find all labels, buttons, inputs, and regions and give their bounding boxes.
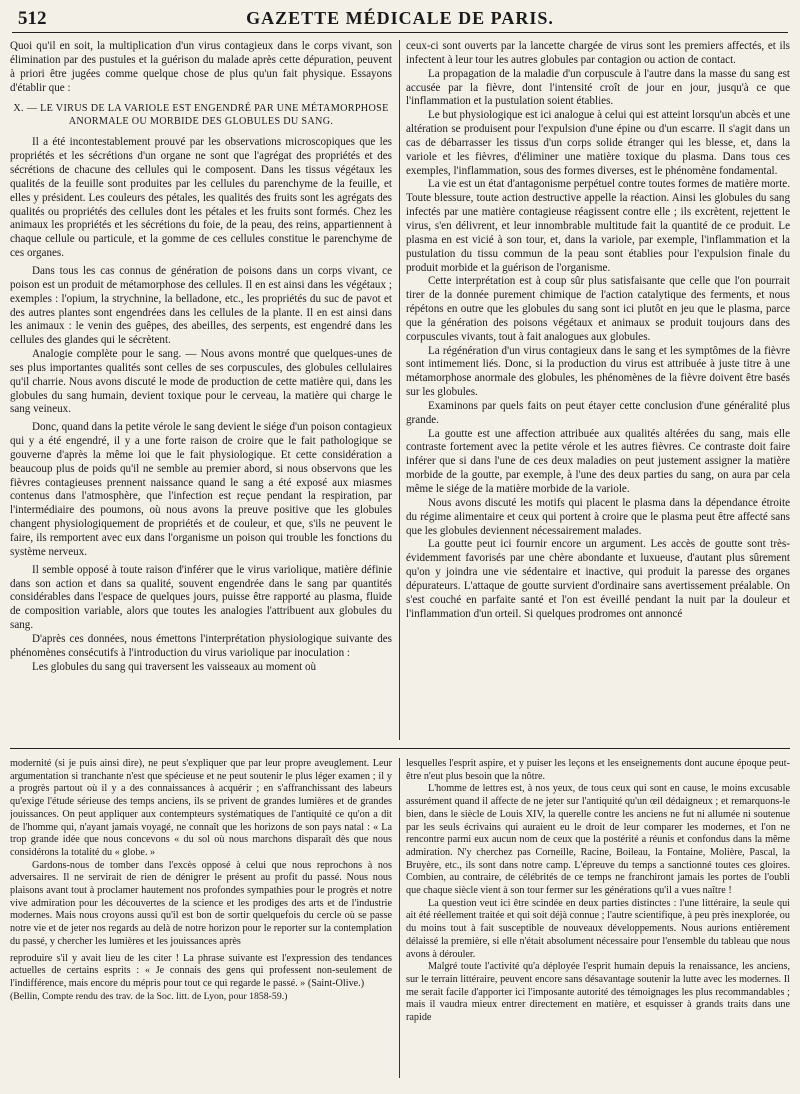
paragraph: Analogie complète pour le sang. — Nous avons montré que quelques-unes de ses plus importantes qualités sont celles de ses corpuscules, des globules cellulaires qu'il charrie. Nous avons discuté le mode de production de cette matière qui, dans les globules du sang humain, devient toxique pour le cerveau, la matière qui charge le sang veineux. — [10, 348, 392, 416]
paragraph: lesquelles l'esprit aspire, et y puiser les leçons et les enseignements dont aucune époque peut-être n'eut plus besoin que la nôtre. — [406, 758, 790, 782]
paragraph: La goutte est une affection attribuée aux qualités altérées du sang, mais elle contraste fortement avec la petite vérole et les autres fièvres. Ce contraste doit faire inférer que si dans l'une de ces deux maladies on peut justement assigner la matière morbide de la goutte, par exemple, à l'une des deux parties du sang, on aura par cela même le siége de la matière morbide de la variole. — [406, 427, 790, 495]
citation: (Bellin, Compte rendu des trav. de la Soc. litt. de Lyon, pour 1858-59.) — [10, 990, 288, 1002]
column-divider-bottom — [399, 758, 400, 1078]
article-column-right — [406, 40, 790, 740]
paragraph: La question veut ici être scindée en deux parties distinctes : l'une littéraire, la seule qui ait été réellement traitée et qui soit déjà connue ; l'autre scientifique, à peu près inexplorée, ou du moins tout à fait susceptible de nouveaux développements. Nous aurions entièrement délaissé la première, si elle n'était absolument nécessaire pour l'ensemble du tableau que nous avons à dérouler. — [406, 897, 790, 960]
paragraph: La régénération d'un virus contagieux dans le sang et les symptômes de la fièvre sont intimement liés. Donc, si la production du virus est attribuée à juste titre à une métamorphose anormale des globules, les phénomènes de la fièvre doivent être basés sur les globules. — [406, 344, 790, 399]
feuilleton-column-left — [10, 758, 392, 1078]
paragraph: D'après ces données, nous émettons l'interprétation physiologique suivante des phénomènes consécutifs à l'introduction du virus variolique par inoculation : — [10, 632, 392, 659]
section-heading: X. — LE VIRUS DE LA VARIOLE EST ENGENDRÉ PAR UNE MÉTAMORPHOSE ANORMALE OU MORBIDE DES GLOBULES DU SANG. — [13, 103, 389, 127]
paragraph: La goutte peut ici fournir encore un argument. Les accès de goutte sont très-évidemment favorisés par une chère abondante et luxueuse, d'autant plus sûrement qu'on y joindra une vie sédentaire et inactive, qui produit la paresse des organes dépurateurs. L'attaque de goutte survient d'ordinaire sans avertissement préalable. On s'est couché en parfaite santé et l'on est éveillé pendant la nuit par la douleur et l'inflammation d'un orteil. Si quelques prodromes ont annoncé — [406, 538, 790, 620]
paragraph: Donc, quand dans la petite vérole le sang devient le siége d'un poison contagieux qui y a été engendré, il y a une forte raison de croire que le fait pathologique se gouverne d'après la même loi que le fait physiologique. Et cette considération a beaucoup plus de poids qu'il ne semble au premier abord, si nous observons que les fièvres contagieuses prennent naissance quand le sang a été exposé aux miasmes contenus dans l'atmosphère, que l'infection est reçue pendant la respiration, par l'intermédiaire des poumons, où nous avons la preuve positive que les globules changent physiologiquement de propriétés et de couleur, et que, s'ils ne peuvent le faire, ils remportent avec eux dans l'organisme un poison qui trouble les fonctions du système nerveux. — [10, 421, 392, 558]
paragraph: modernité (si je puis ainsi dire), ne peut s'expliquer que par leur propre aveuglement. Leur argumentation si tranchante n'est que spécieuse et ne peut soutenir le plus léger examen ; il y a progrès partout où il y a des connaissances à acquérir ; en s'affranchissant des labeurs qu'exige l'étude sérieuse des temps anciens, ils se privent de grandes lumières et de grandes jouissances. On peut appliquer aux contempteurs systématiques de l'antiquité ce qu'on a dit de l'homme qui, n'ayant jamais voyagé, ne connaît que les horizons de son pays natal : « La trop grande idée que nous concevons « du sol où nous marchons disparaît dès que nous considérons la totalité du « globe. » — [10, 758, 392, 858]
paragraph: L'homme de lettres est, à nos yeux, de tous ceux qui sont en cause, le moins excusable assurément quand il affecte de ne jeter sur l'antiquité qu'un œil dédaigneux ; et remarquons-le bien, dans le siècle de Louis XIV, la querelle contre les anciens ne fut ni allumée ni soutenue par les seuls écrivains qui auraient eu le droit de leur comparer les modernes, et l'on ne rencontre parmi eux aucun nom de ceux que la postérité a réunis et confondus dans la même admiration. N'y cherchez pas Corneille, Racine, Boileau, la Fontaine, Molière, Pascal, la Bruyère, etc., ils sont dans notre camp. L'épreuve du temps a sanctionné toutes ces gloires. Combien, au contraire, de célébrités de ce temps ne franchiront jamais les portes de l'oubli que chaque siècle vient à son tour fermer sur les générations qu'il a vues naître ! — [406, 783, 790, 897]
feuilleton-column-right — [406, 758, 790, 1078]
page-number: 512 — [18, 8, 47, 29]
paragraph: Gardons-nous de tomber dans l'excès opposé à celui que nous reprochons à nos adversaires. Il ne servirait de rien de dénigrer le présent au profit du passé. Nous nous plaisons avant tout à proclamer hautement nos profondes sympathies pour le progrès et notre vive admiration pour les découvertes de la science et les prodiges des arts et de l'industrie modernes. Mais nous croyons aussi qu'il est bon de sortir quelquefois du cercle où se passe notre vie et de jeter nos regards au delà de notre horizon pour le reporter sur la contemplation du passé, y chercher les lumières et les jouissances après — [10, 859, 392, 947]
paragraph: ceux-ci sont ouverts par la lancette chargée de virus sont les premiers affectés, et ils infectent à leur tour les autres globules par contagion ou action de contact. — [406, 40, 790, 66]
paragraph: Il a été incontestablement prouvé par les observations microscopiques que les propriétés et les sécrétions d'un organe ne sont que l'agrégat des propriétés et des sécrétions de chacune des cellules qui le composent. Dans les tissus végétaux les qualités de la feuille sont produites par les cellules du parenchyme de la feuille, et elles y président. Les couleurs des pétales, les qualités des fruits sont les agrégats des qualités ou propriétés des cellules dont les pétales et les fruits sont formés. Chez les animaux les propriétés et les sécrétions du foie, de la peau, des reins, appartiennent à chaque cellule ou particule, et la gomme de ces cellules constitue le parenchyme de ces organes. — [10, 136, 392, 260]
paragraph: Nous avons discuté les motifs qui placent le plasma dans la dépendance étroite du régime alimentaire et ceux qui portent à croire que le plasma peut être affecté sans que les globules deviennent nécessairement malades. — [406, 496, 790, 537]
journal-title: GAZETTE MÉDICALE DE PARIS. — [246, 8, 554, 28]
paragraph-intro: Quoi qu'il en soit, la multiplication d'un virus contagieux dans le corps vivant, son élimination par des pustules et la guérison du malade après cette dépuration, peuvent à priori être jugées comme quelque chose de plus qu'un fait physique. Essayons d'établir que : — [10, 40, 392, 94]
paragraph: reproduire s'il y avait lieu de les citer ! La phrase suivante est l'expression des tendances actuelles de certains esprits : « Je connais des gens qui professent non-seulement de l'indifférence, mais encore du mépris pour tout ce qui regarde le passé. » (Saint-Olive.) — [10, 952, 392, 989]
paragraph: Il semble opposé à toute raison d'inférer que le virus variolique, matière définie dans son action et dans sa qualité, souvent engendrée dans le sang par quantités considérables dans l'espace de quelques jours, puisse être rapporté au plasma, fluide de composition variable, alors que toutes les analogies l'attribuent aux globules du sang. — [10, 563, 392, 632]
column-divider-top — [399, 40, 400, 740]
paragraph: Le but physiologique est ici analogue à celui qui est atteint lorsqu'un abcès et une altération se produisent pour l'expulsion d'une épine ou d'un escarre. Il s'agit dans un cas de débarrasser les tissus d'un corps solide étranger qui les blesse, et, dans la variole et les fièvres, d'éliminer une matière toxique du plasma. Dans tous ces exemples, l'inflammation, sous des formes diverses, est le phénomène fondamental. — [406, 109, 790, 177]
paragraph: Dans tous les cas connus de génération de poisons dans un corps vivant, ce poison est un produit de métamorphose des cellules. Il en est ainsi dans les végétaux ; exemples : l'opium, la strychnine, la belladone, etc., les propriétés du suc de pavot et des autres plantes sont engendrées dans les cellules de la plante. Il en est ainsi dans les animaux : le venin des guêpes, des abeilles, des serpents, est engendré dans les cellules des glandes qui le sécrètent. — [10, 264, 392, 347]
paragraph: Malgré toute l'activité qu'a déployée l'esprit humain depuis la renaissance, les anciens, sur le terrain littéraire, peuvent encore sans désavantage soutenir la lutte avec les modernes. Il me serait facile d'apporter ici l'imposante autorité des témoignages les plus recommandables ; mais il vaudra mieux entrer directement en matière, et esquisser à grands traits dans une rapide — [406, 961, 790, 1024]
paragraph: Examinons par quels faits on peut étayer cette conclusion d'une généralité plus grande. — [406, 399, 790, 426]
paragraph: La propagation de la maladie d'un corpuscule à l'autre dans la masse du sang est accusée par la fièvre, dont l'intensité croît de jour en jour, jusqu'à ce que l'inflammation et la pustulation soient établies. — [406, 67, 790, 108]
paragraph: Cette interprétation est à coup sûr plus satisfaisante que celle que l'on pourrait tirer de la donnée purement chimique de l'action catalytique des ferments, et nous répétons en outre que les globules du sang sont ici plutôt en jeu que le plasma, parce que la génération des poisons végétaux et animaux se produit toujours dans des corpuscules vivants, tout à fait analogues aux globules. — [406, 275, 790, 343]
page-header — [12, 6, 788, 33]
paragraph: Les globules du sang qui traversent les vaisseaux au moment où — [32, 660, 317, 673]
paragraph: La vie est un état d'antagonisme perpétuel contre toutes formes de matière morte. Toute blessure, toute action destructive appelle la réaction. Ainsi les globules du sang infectés par une matière contagieuse réagissent contre elle ; ils excrètent, rejettent le virus, s'en délivrent, et leur innombrable multitude fait la quantité de ce produit. Le plasma en est vicié à son tour, et, dans la variole, par exemple, l'inflammation et la pustulation du tissu commun de la peau sont établies pour l'expulsion finale du produit morbide et la guérison de l'organisme. — [406, 178, 790, 274]
feuilleton-divider — [10, 748, 790, 749]
article-column-left — [10, 40, 392, 740]
